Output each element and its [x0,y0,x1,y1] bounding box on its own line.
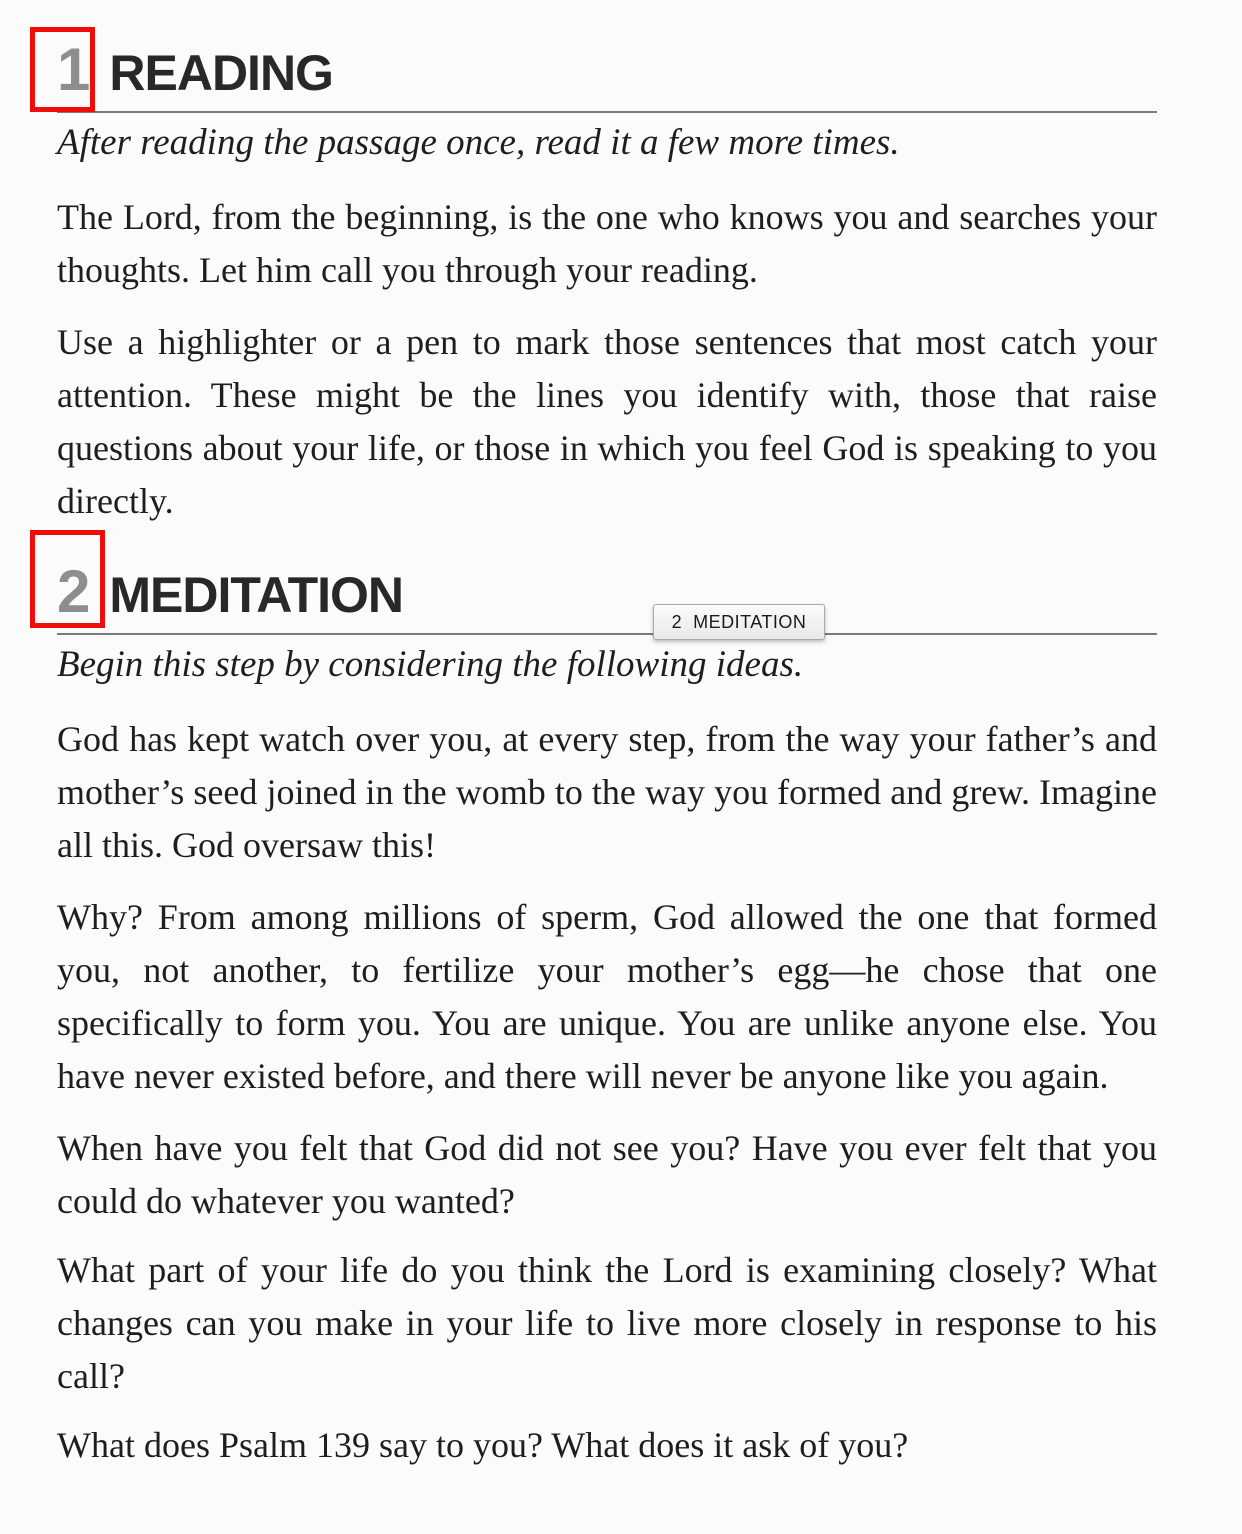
section-1-title: READING [109,45,333,101]
section-2-title: MEDITATION [109,567,404,623]
section-1-number: 1 [57,36,90,103]
paragraph: The Lord, from the beginning, is the one who knows you and searches your thoughts. Let him call you through your reading. [57,197,1157,290]
annotation-box-section-2 [30,530,105,628]
section-1-heading [57,36,1157,113]
section-2-heading [57,558,1157,635]
paragraph: When have you felt that God did not see you? Have you ever felt that you could do whatever you wanted? [57,1128,1157,1221]
section-1-intro: After reading the passage once, read it a few more times. [57,122,900,163]
paragraph: What does Psalm 139 say to you? What does it ask of you? [57,1425,909,1465]
hover-tooltip: 2 MEDITATION [653,604,825,640]
paragraph: Use a highlighter or a pen to mark those sentences that most catch your attention. These might be the lines you identify with, those that raise questions about your life, or those in which you feel God is speaking to you directly. [57,322,1157,521]
paragraph: God has kept watch over you, at every step, from the way your father’s and mother’s seed joined in the womb to the way you formed and grew. Imagine all this. God oversaw this! [57,719,1157,865]
annotation-box-section-1 [30,27,95,112]
paragraph: Why? From among millions of sperm, God allowed the one that formed you, not another, to fertilize your mother’s egg—he chose that one specifically to form you. You are unique. You are unlike anyone else. You have never existed before, and there will never be anyone like you again. [57,897,1157,1096]
section-2-intro: Begin this step by considering the following ideas. [57,644,804,685]
paragraph: What part of your life do you think the Lord is examining closely? What changes can you make in your life to live more closely in response to his call? [57,1250,1157,1396]
section-2-number: 2 [57,558,90,625]
